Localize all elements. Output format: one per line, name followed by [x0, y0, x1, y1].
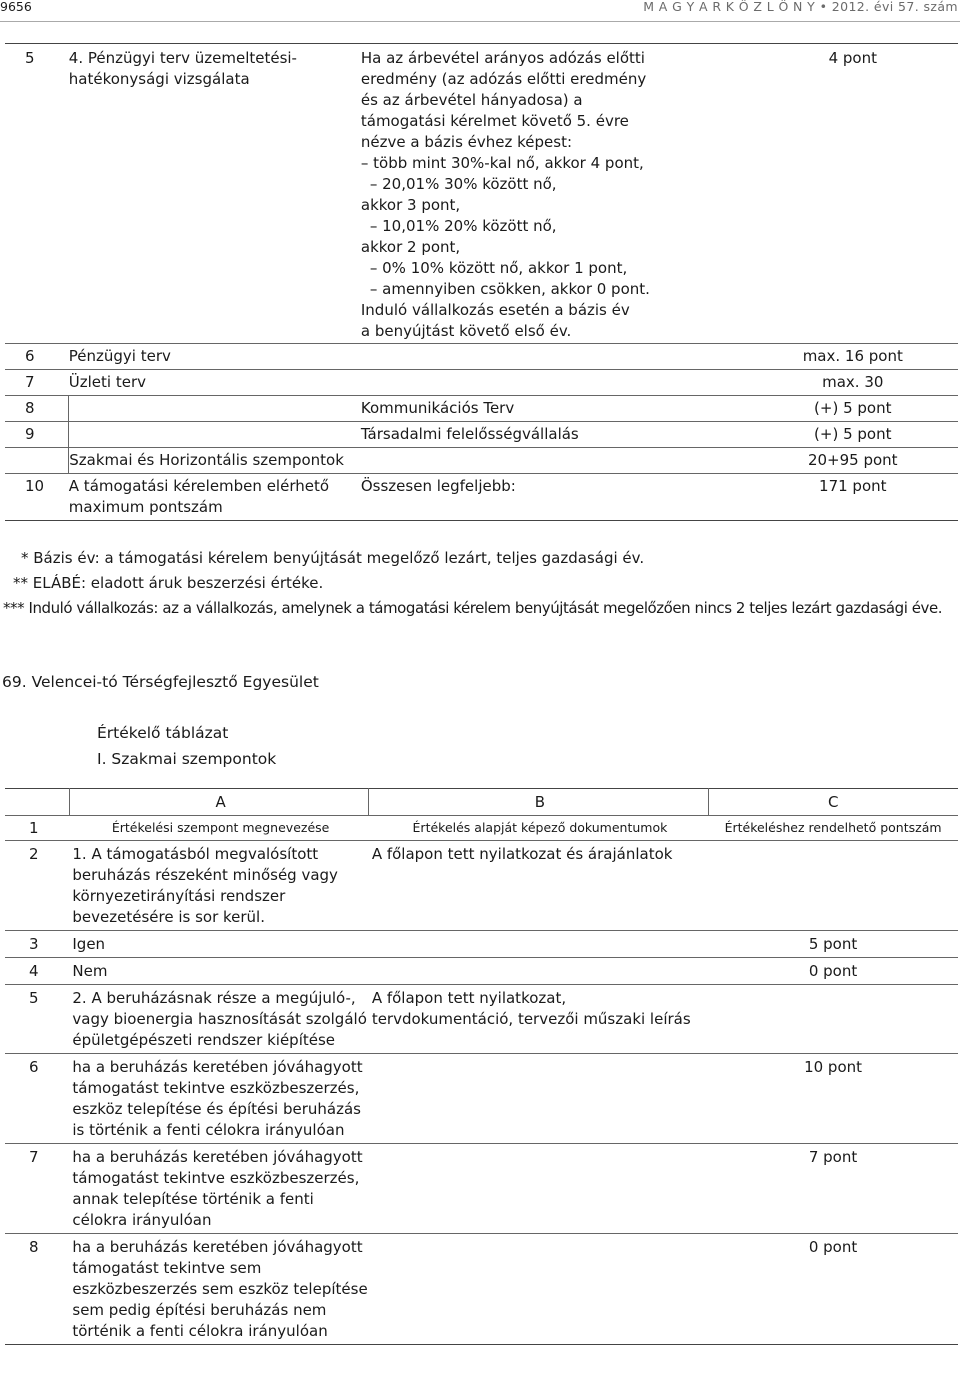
score-value — [708, 985, 958, 1054]
empty-cell — [5, 448, 69, 474]
column-letter: B — [369, 789, 708, 816]
table-row — [5, 985, 958, 1054]
criterion-name: Üzleti terv — [69, 370, 359, 396]
supporting-documents: A főlapon tett nyilatkozat, tervdokumentáció, tervezői műszaki leírás — [369, 985, 708, 1054]
scoring-table-continued — [5, 43, 958, 521]
page-header — [0, 0, 960, 14]
criterion-name: Nem — [69, 958, 368, 985]
description-line: és az árbevétel hányadosa) a — [360, 91, 583, 109]
criterion-name: ha a beruházás keretében jóváhagyott támogatást tekintve sem eszközbeszerzés sem eszköz telepítése sem pedig építési beruházás nem történik a fenti célokra irányulóan — [69, 1234, 368, 1345]
column-header: Értékeléshez rendelhető pontszám — [708, 816, 958, 841]
empty-cell — [359, 448, 748, 474]
empty-cell — [5, 789, 69, 816]
score-value — [708, 841, 958, 931]
table-row — [5, 474, 958, 521]
footnote: ** ELÁBÉ: eladott áruk beszerzési értéke. — [13, 574, 324, 592]
table-row — [5, 931, 958, 958]
table-subtitle: I. Szakmai szempontok — [97, 750, 277, 768]
table-row — [5, 370, 958, 396]
table-row — [5, 958, 958, 985]
criterion-name: Szakmai és Horizontális szempontok — [69, 448, 359, 474]
criterion-description: Társadalmi felelősségvállalás — [359, 422, 748, 448]
criterion-name: Pénzügyi terv — [69, 344, 359, 370]
table-row — [5, 841, 958, 931]
row-number: 9 — [5, 422, 69, 448]
table-row — [5, 344, 958, 370]
score-value: max. 16 pont — [748, 344, 958, 370]
criterion-name: 1. A támogatásból megvalósított beruházás részeként minőség vagy környezetirányítási rendszer bevezetésére is sor kerül. — [69, 841, 368, 931]
criterion-name: ha a beruházás keretében jóváhagyott támogatást tekintve eszközbeszerzés, eszköz telepítése és építési beruházás is történik a fenti célokra irányulóan — [69, 1054, 368, 1144]
description-line: – 20,01% 30% között nő, — [369, 175, 557, 193]
column-letter: C — [708, 789, 958, 816]
score-value: 10 pont — [708, 1054, 958, 1144]
publication-title: M A G Y A R K Ö Z L Ö N Y • 2012. évi 57. szám — [643, 0, 958, 14]
score-value: max. 30 — [748, 370, 958, 396]
description-line: a benyújtást követő első év. — [360, 322, 572, 340]
criterion-description — [359, 44, 748, 344]
row-number: 7 — [5, 370, 69, 396]
footnote: * Bázis év: a támogatási kérelem benyújtását megelőző lezárt, teljes gazdasági év. — [21, 549, 645, 567]
footnote: *** Induló vállalkozás: az a vállalkozás, amelynek a támogatási kérelem benyújtását megelőzően nincs 2 teljes lezárt gazdasági éve. — [3, 599, 943, 617]
section-title: 69. Velencei-tó Térségfejlesztő Egyesület — [2, 673, 319, 691]
row-number: 5 — [25, 49, 35, 67]
empty-cell — [359, 370, 748, 396]
description-line: – több mint 30%-kal nő, akkor 4 pont, — [360, 154, 644, 172]
supporting-documents — [369, 958, 708, 985]
column-header: Értékelés alapját képező dokumentumok — [369, 816, 708, 841]
score-value: 0 pont — [708, 1234, 958, 1345]
description-line: akkor 2 pont, — [360, 238, 461, 256]
row-number: 6 — [5, 1054, 69, 1144]
empty-cell — [359, 344, 748, 370]
criterion-name: 2. A beruházásnak része a megújuló-, vagy bioenergia hasznosítását szolgáló épületgépészeti rendszer kiépítése — [69, 985, 368, 1054]
description-line: – 10,01% 20% között nő, — [369, 217, 557, 235]
page-number: 9656 — [0, 0, 32, 14]
row-number: 4 — [5, 958, 69, 985]
row-number: 3 — [5, 931, 69, 958]
supporting-documents: A főlapon tett nyilatkozat és árajánlatok — [369, 841, 708, 931]
row-number: 1 — [5, 816, 69, 841]
criterion-name: Igen — [69, 931, 368, 958]
score-value: 4 pont — [828, 49, 877, 67]
description-line: – 0% 10% között nő, akkor 1 pont, — [369, 259, 628, 277]
criterion-name: A támogatási kérelemben elérhető maximum pontszám — [69, 474, 359, 521]
score-value: 171 pont — [748, 474, 958, 521]
column-letter: A — [69, 789, 368, 816]
table-row — [5, 396, 958, 422]
empty-cell — [69, 396, 359, 422]
description-line: eredmény (az adózás előtti eredmény — [360, 70, 647, 88]
row-number: 5 — [5, 985, 69, 1054]
score-value: 5 pont — [708, 931, 958, 958]
description-line: nézve a bázis évhez képest: — [360, 133, 573, 151]
table-row — [5, 422, 958, 448]
description-line: Ha az árbevétel arányos adózás előtti — [360, 49, 645, 67]
table-row — [5, 1234, 958, 1345]
column-letters-row — [5, 789, 958, 816]
score-value: (+) 5 pont — [748, 422, 958, 448]
description-line: – amennyiben csökken, akkor 0 pont. — [369, 280, 650, 298]
score-value: 7 pont — [708, 1144, 958, 1234]
description-line: Induló vállalkozás esetén a bázis év — [360, 301, 630, 319]
row-number: 8 — [5, 1234, 69, 1345]
supporting-documents — [369, 1144, 708, 1234]
evaluation-table — [5, 788, 958, 1345]
row-number: 6 — [5, 344, 69, 370]
criterion-name: ha a beruházás keretében jóváhagyott támogatást tekintve eszközbeszerzés, annak telepítése történik a fenti célokra irányulóan — [69, 1144, 368, 1234]
table-row — [5, 1054, 958, 1144]
table-row — [5, 44, 958, 344]
criterion-name: 4. Pénzügyi terv üzemeltetési-hatékonysági vizsgálata — [68, 49, 297, 88]
column-header-row — [5, 816, 958, 841]
table-row — [5, 1144, 958, 1234]
table-title: Értékelő táblázat — [97, 724, 229, 742]
column-header: Értékelési szempont megnevezése — [69, 816, 368, 841]
row-number: 8 — [5, 396, 69, 422]
supporting-documents — [369, 1234, 708, 1345]
row-number: 7 — [5, 1144, 69, 1234]
score-value: 0 pont — [708, 958, 958, 985]
table-row — [5, 448, 958, 474]
empty-cell — [69, 422, 359, 448]
score-value: (+) 5 pont — [748, 396, 958, 422]
supporting-documents — [369, 1054, 708, 1144]
criterion-description: Kommunikációs Terv — [359, 396, 748, 422]
supporting-documents — [369, 931, 708, 958]
score-value: 20+95 pont — [748, 448, 958, 474]
criterion-description: Összesen legfeljebb: — [359, 474, 748, 521]
row-number: 10 — [5, 474, 69, 521]
row-number: 2 — [5, 841, 69, 931]
description-line: akkor 3 pont, — [360, 196, 461, 214]
header-rule — [0, 21, 960, 22]
description-line: támogatási kérelmet követő 5. évre — [360, 112, 629, 130]
